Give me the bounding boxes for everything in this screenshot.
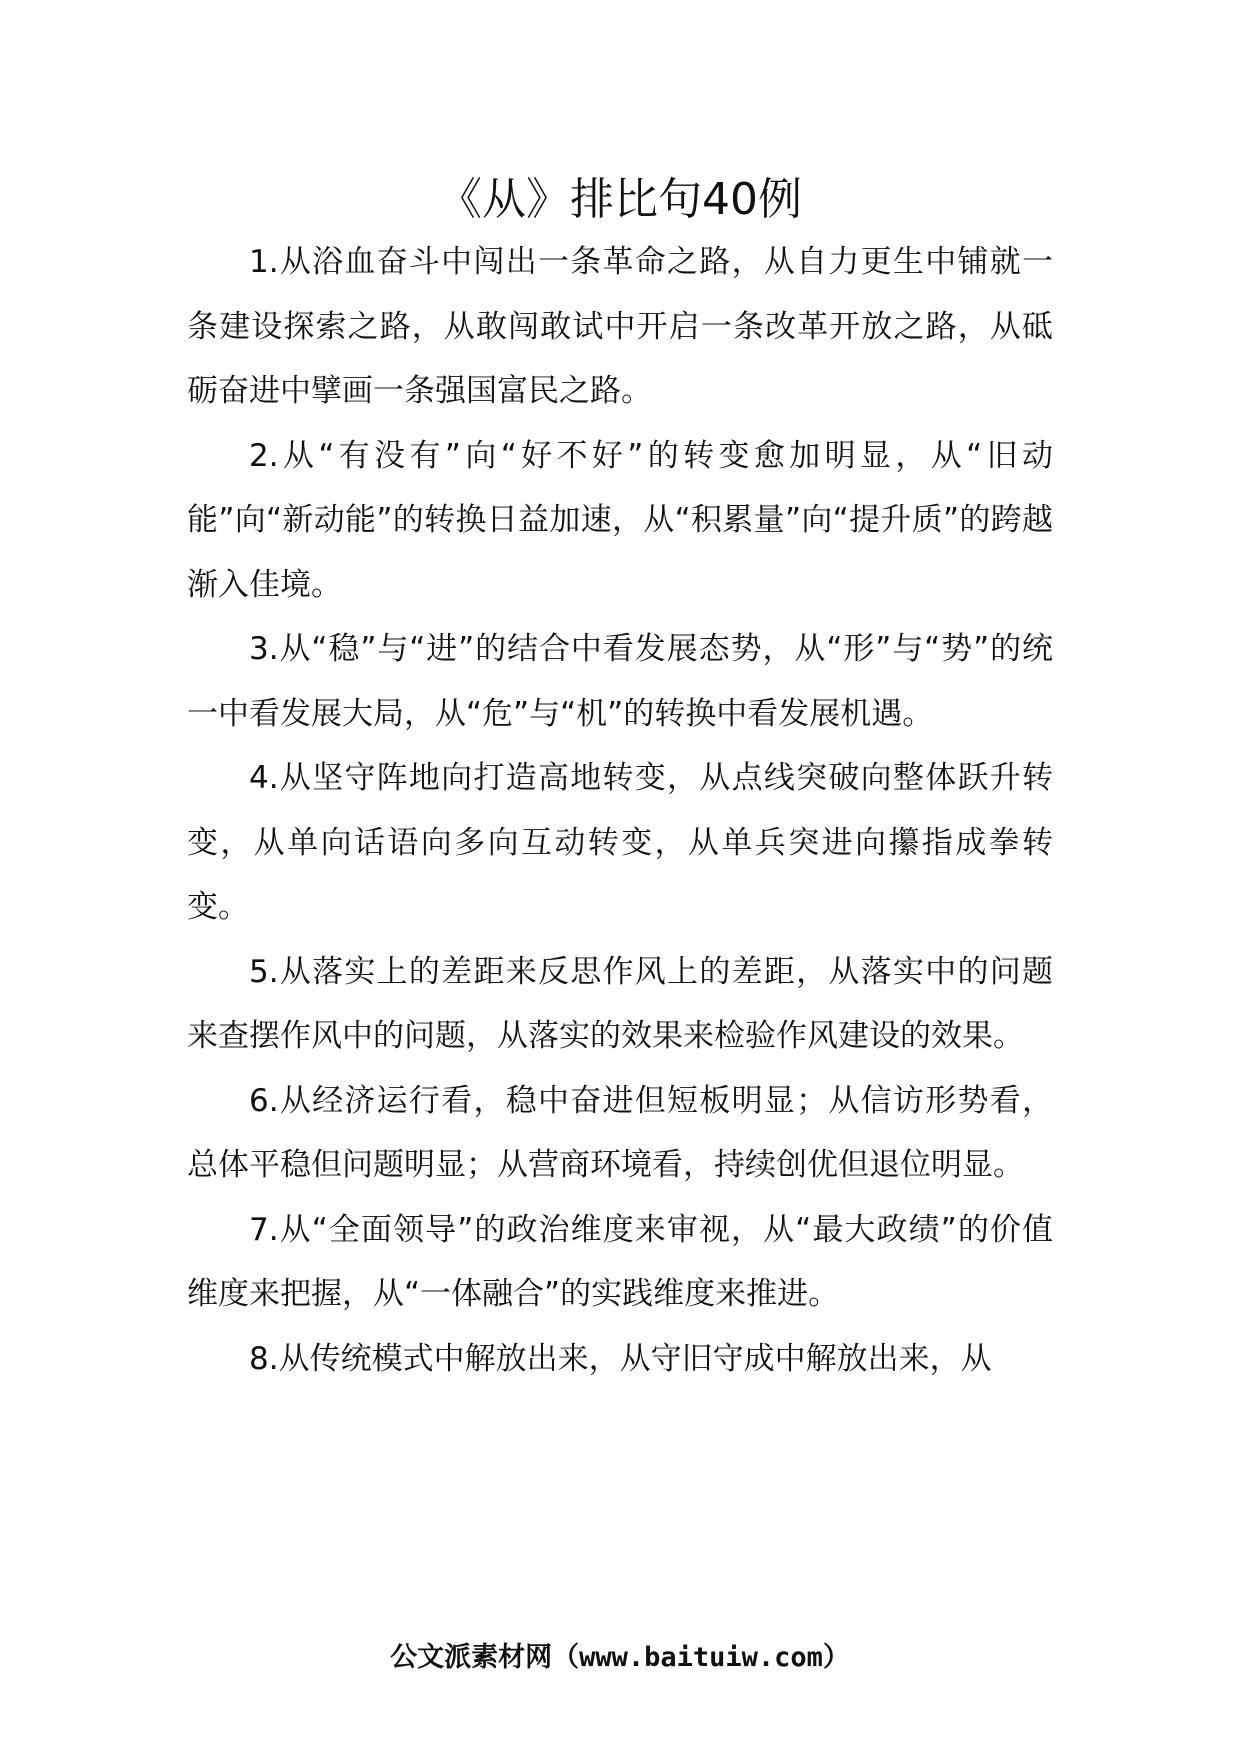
paragraph-5: 5.从落实上的差距来反思作风上的差距，从落实中的问题来查摆作风中的问题，从落实的效果来检验作风建设的效果。 — [187, 953, 1053, 1054]
footer-url: www.baituiw.com — [579, 1642, 823, 1673]
page-footer — [0, 1638, 1240, 1678]
paragraph-6: 6.从经济运行看，稳中奋进但短板明显；从信访形势看，总体平稳但问题明显；从营商环境看，持续创优但退位明显。 — [187, 1082, 1053, 1183]
paragraph-2: 2.从“有没有”向“好不好”的转变愈加明显，从“旧动能”向“新动能”的转换日益加速，从“积累量”向“提升质”的跨越渐入佳境。 — [187, 437, 1053, 603]
document-body — [187, 230, 1053, 1391]
document-title: 《从》排比句40例 — [438, 174, 802, 225]
paragraph-1: 1.从浴血奋斗中闯出一条革命之路，从自力更生中铺就一条建设探索之路，从敢闯敢试中开启一条改革开放之路，从砥砺奋进中擘画一条强国富民之路。 — [187, 244, 1053, 409]
paragraph-4: 4.从坚守阵地向打造高地转变，从点线突破向整体跃升转变，从单向话语向多向互动转变，从单兵突进向攥指成拳转变。 — [187, 760, 1053, 925]
footer-paren-close: ） — [822, 1642, 850, 1673]
footer-site-name: 公文派素材网 — [390, 1642, 553, 1673]
footer-paren-open: （ — [552, 1642, 580, 1673]
paragraph-8: 8.从传统模式中解放出来，从守旧守成中解放出来，从 — [249, 1340, 992, 1377]
paragraph-7: 7.从“全面领导”的政治维度来审视，从“最大政绩”的价值维度来把握，从“一体融合”的实践维度来推进。 — [187, 1211, 1053, 1312]
paragraph-3: 3.从“稳”与“进”的结合中看发展态势，从“形”与“势”的统一中看发展大局，从“危”与“机”的转换中看发展机遇。 — [187, 631, 1053, 732]
